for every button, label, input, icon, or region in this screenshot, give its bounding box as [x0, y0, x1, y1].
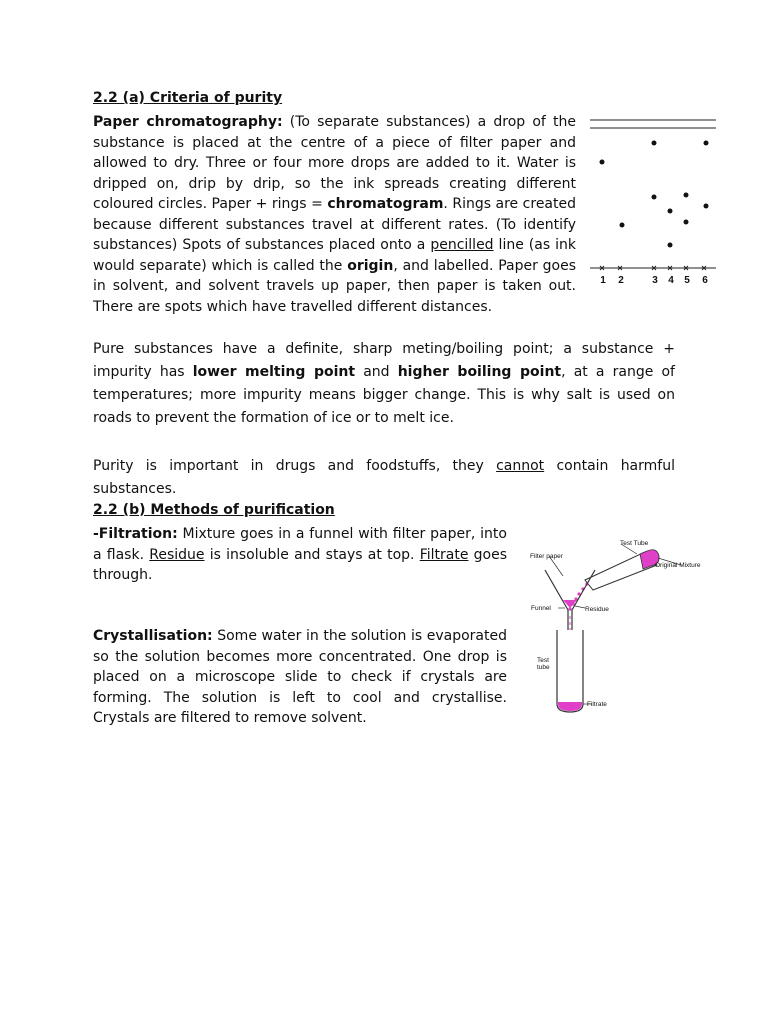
text-run: (To separate substances) a drop of the substance is placed at the centre of a piece of filter paper and allowed to dry. Three or four more drops are added to it. Water is dripped on, drip by drip, so the ink spreads creating different coloured circles. Paper + rings =: [93, 114, 576, 212]
text-run: line (as ink would separate) which is called the: [93, 237, 576, 274]
lane-label: 2: [618, 275, 624, 286]
chromatography-label: Paper chromatography:: [93, 114, 283, 130]
text-run: , and labelled. Paper goes in solvent, and solvent travels up paper, then paper is taken out. There are spots which have travelled different distances.: [93, 257, 577, 315]
label-original-mixture: Original Mixture: [655, 562, 701, 569]
text-run: . Rings are created because different substances travel at different rates. (To identify substances) Spots of substances placed onto a: [93, 196, 576, 253]
crystallisation-paragraph: [93, 626, 507, 729]
term-higher-boiling-point: higher boiling point: [397, 364, 562, 380]
term-pencilled: pencilled: [430, 237, 494, 253]
term-cannot: cannot: [496, 458, 545, 474]
lane-label: 3: [652, 275, 658, 286]
purity-paragraph: [93, 455, 675, 501]
text-run: goes through.: [93, 546, 508, 583]
filtration-paragraph: [93, 524, 507, 586]
term-lower-melting-point: lower melting point: [192, 364, 356, 380]
spot: [652, 195, 657, 200]
label-funnel: Funnel: [531, 605, 551, 612]
label-test-tube: Test Tube: [620, 540, 649, 547]
text-run: Purity is important in drugs and foodstuffs, they: [93, 458, 497, 474]
label-residue: Residue: [585, 606, 609, 613]
spot: [652, 141, 657, 146]
term-residue: Residue: [149, 546, 205, 563]
section-b-heading: 2.2 (b) Methods of purification: [93, 502, 335, 518]
term-filtrate: Filtrate: [419, 546, 469, 563]
spot: [668, 243, 673, 248]
label-filtrate: Filtrate: [587, 701, 607, 708]
lane-label: 6: [702, 275, 708, 286]
melting-point-paragraph: [93, 338, 675, 430]
section-a-heading: 2.2 (a) Criteria of purity: [93, 90, 283, 106]
spot: [704, 141, 709, 146]
text-run: and: [355, 364, 398, 380]
spot: [704, 204, 709, 209]
text-run: is insoluble and stays at top.: [204, 546, 420, 563]
crystallisation-label: Crystallisation:: [93, 628, 213, 644]
lane-label: 5: [684, 275, 690, 286]
chromatogram-figure: [588, 112, 720, 290]
filtration-label: -Filtration:: [93, 526, 178, 542]
spot: [620, 223, 625, 228]
label-test-tube-side-1: Test: [537, 657, 549, 664]
text-run: Some water in the solution is evaporated so the solution becomes more concentrated. One drop is placed on a microscope slide to check if crystals are forming. The solution is left to cool and crystallise. Crystals are filtered to remove solvent.: [93, 628, 507, 726]
text-run: contain harmful substances.: [93, 458, 675, 497]
filtration-figure: [525, 532, 745, 722]
label-test-tube-side-2: tube: [537, 664, 550, 671]
receiving-test-tube: [557, 630, 583, 712]
spot: [684, 220, 689, 225]
chromatography-paragraph: [93, 112, 576, 317]
lane-label: 1: [600, 275, 606, 286]
term-chromatogram: chromatogram: [327, 196, 444, 212]
spot: [668, 209, 673, 214]
lane-label: 4: [668, 275, 674, 286]
text-run: Mixture goes in a funnel with filter paper, into a flask.: [93, 526, 507, 563]
text-run: , at a range of temperatures; more impurity means bigger change. This is why salt is used on roads to prevent the formation of ice or to melt ice.: [93, 364, 675, 426]
label-filter-paper: Filter paper: [530, 553, 563, 560]
term-origin: origin: [347, 257, 394, 274]
spot: [600, 160, 605, 165]
text-run: Pure substances have a definite, sharp meting/boiling point; a substance + impurity has: [93, 341, 675, 380]
spot: [684, 193, 689, 198]
pouring-test-tube: [585, 550, 659, 590]
